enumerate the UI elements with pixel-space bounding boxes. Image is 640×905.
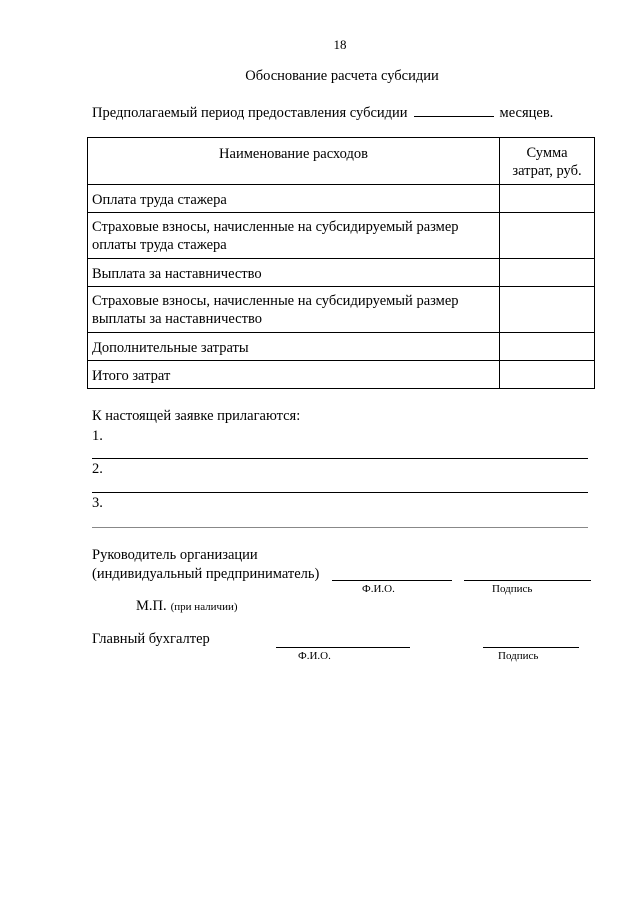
head-title-line1: Руководитель организации bbox=[92, 547, 258, 563]
accountant-signature-line[interactable] bbox=[483, 647, 579, 648]
head-fio-line[interactable] bbox=[332, 580, 452, 581]
header-expense-sum bbox=[500, 138, 595, 185]
row-sum-cell[interactable] bbox=[500, 333, 595, 361]
row-label: Оплата труда стажера bbox=[88, 185, 500, 213]
attachment-line-1[interactable] bbox=[92, 458, 588, 459]
accountant-signature-caption: Подпись bbox=[498, 650, 539, 662]
accountant-title: Главный бухгалтер bbox=[92, 631, 210, 647]
row-label: Дополнительные затраты bbox=[88, 333, 500, 361]
stamp-note: (при наличии) bbox=[170, 601, 238, 613]
page-number: 18 bbox=[333, 37, 347, 52]
attachment-number: 2. bbox=[92, 461, 103, 477]
attachment-number: 1. bbox=[92, 428, 103, 444]
head-fio-caption: Ф.И.О. bbox=[362, 583, 395, 595]
head-signature-caption: Подпись bbox=[492, 583, 533, 595]
row-label-line: оплаты труда стажера bbox=[92, 236, 227, 253]
accountant-fio-caption: Ф.И.О. bbox=[298, 650, 331, 662]
table-row-total bbox=[88, 361, 595, 389]
attachment-number: 3. bbox=[92, 495, 103, 511]
row-sum-cell[interactable] bbox=[500, 259, 595, 287]
row-label bbox=[88, 287, 500, 333]
document-title: Обоснование расчета субсидии bbox=[245, 68, 439, 84]
stamp-label: М.П. bbox=[136, 598, 167, 614]
accountant-fio-line[interactable] bbox=[276, 647, 410, 648]
table-row-mentoring-payment bbox=[88, 259, 595, 287]
stamp-placeholder bbox=[136, 597, 238, 615]
table-header-row bbox=[88, 138, 595, 185]
row-label-line: Страховые взносы, начисленные на субсидируемый размер bbox=[92, 292, 459, 309]
row-sum-cell[interactable] bbox=[500, 361, 595, 389]
row-sum-cell[interactable] bbox=[500, 185, 595, 213]
attachments-title: К настоящей заявке прилагаются: bbox=[92, 408, 301, 424]
head-signature-line[interactable] bbox=[464, 580, 591, 581]
header-expense-name: Наименование расходов bbox=[88, 138, 500, 185]
table-row-intern-insurance bbox=[88, 213, 595, 259]
row-label-line: выплаты за наставничество bbox=[92, 310, 262, 327]
row-label-line: Страховые взносы, начисленные на субсидируемый размер bbox=[92, 218, 459, 235]
table-row-mentoring-insurance bbox=[88, 287, 595, 333]
period-label: Предполагаемый период предоставления субсидии bbox=[92, 105, 408, 121]
row-label: Выплата за наставничество bbox=[88, 259, 500, 287]
head-title-line2: (индивидуальный предприниматель) bbox=[92, 566, 320, 582]
row-sum-cell[interactable] bbox=[500, 213, 595, 259]
table-row-additional-costs bbox=[88, 333, 595, 361]
period-unit: месяцев. bbox=[499, 105, 554, 121]
period-months-blank[interactable] bbox=[414, 104, 494, 117]
subsidy-period-line bbox=[92, 104, 553, 122]
table-row-intern-salary bbox=[88, 185, 595, 213]
expenses-table bbox=[87, 137, 595, 389]
attachment-line-3[interactable] bbox=[92, 527, 588, 528]
header-sum-line2: затрат, руб. bbox=[512, 162, 582, 179]
row-sum-cell[interactable] bbox=[500, 287, 595, 333]
row-label bbox=[88, 213, 500, 259]
attachment-line-2[interactable] bbox=[92, 492, 588, 493]
row-label: Итого затрат bbox=[88, 361, 500, 389]
header-sum-line1: Сумма bbox=[526, 144, 568, 161]
